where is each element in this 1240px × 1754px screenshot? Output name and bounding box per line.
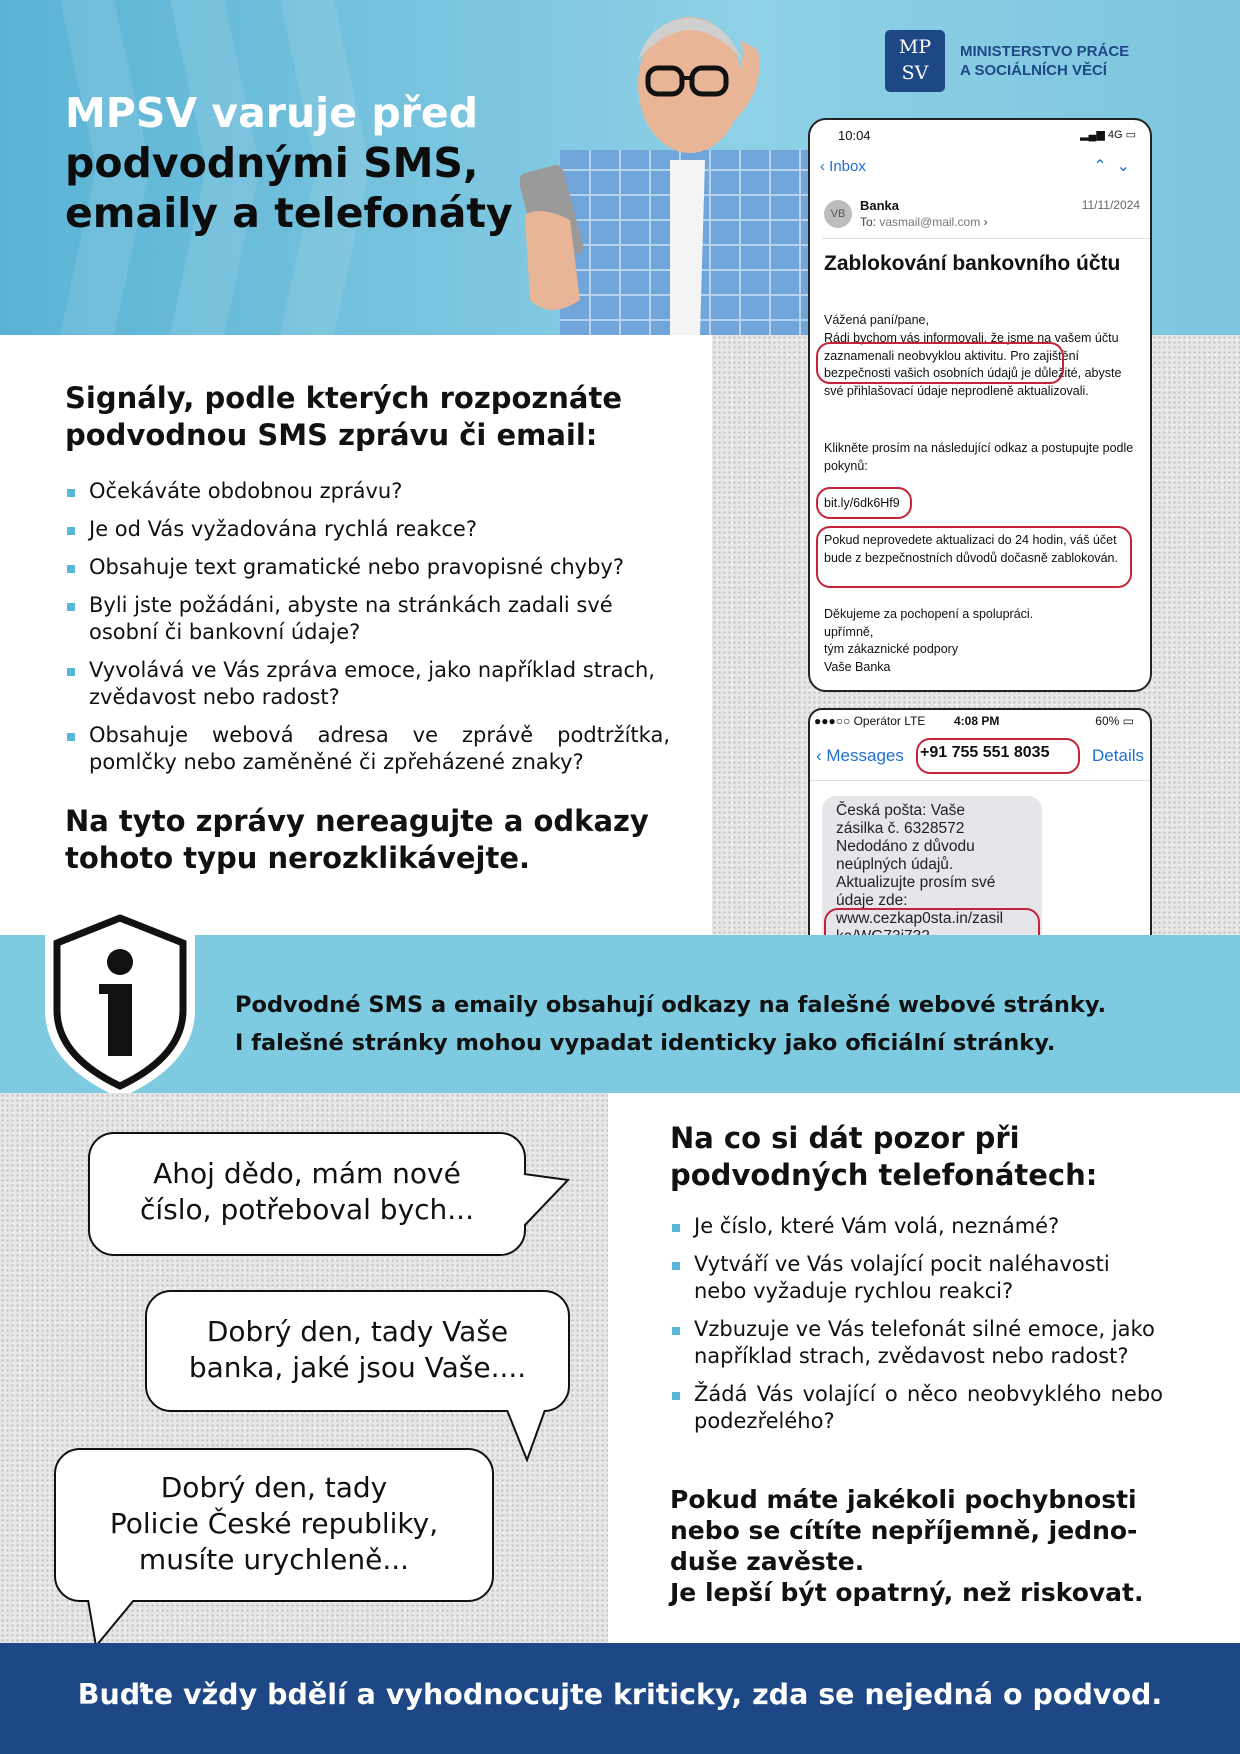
inbox-back-button[interactable]: ‹ Inbox bbox=[820, 158, 866, 175]
highlight-ring bbox=[816, 342, 1064, 384]
email-paragraph: Rádi bychom vás informovali, že jsme na vašem účtu zaznamenali neobvyklou aktivitu. Pro zajištění bezpečnosti vašich osobních údajů je důležité, abyste své přihlašovací údaje neprodleně aktualizovali. bbox=[824, 331, 1122, 398]
calls-list bbox=[670, 1213, 1163, 1446]
list-item: Obsahuje webová adresa ve zprávě podtržítka, pomlčky nebo zaměněné či zpřeházené znaky? bbox=[65, 722, 670, 776]
email-date: 11/11/2024 bbox=[1081, 198, 1140, 212]
list-item: Je od Vás vyžadována rychlá reakce? bbox=[65, 516, 670, 543]
signals-heading: Signály, podle kterých rozpoznáte podvodnou SMS zprávu či email: bbox=[65, 381, 623, 452]
details-button[interactable]: Details bbox=[1092, 746, 1144, 765]
chevron-up-down-icon[interactable]: ⌃⌄ bbox=[1093, 158, 1140, 175]
list-item: Vytváří ve Vás volající pocit naléhavosti nebo vyžaduje rychlou reakci? bbox=[670, 1251, 1163, 1305]
list-item: Je číslo, které Vám volá, neznámé? bbox=[670, 1213, 1163, 1240]
logo-text: MINISTERSTVO PRÁCE A SOCIÁLNÍCH VĚCÍ bbox=[960, 43, 1130, 79]
divider bbox=[822, 238, 1150, 239]
status-bar: ●●●○○ Operátor LTE 4:08 PM 60% ▭ bbox=[814, 714, 1134, 728]
logo-mark: MP SV bbox=[885, 30, 945, 92]
speech-bubble: Dobrý den, tady Vaše banka, jaké jsou Vaše.... bbox=[145, 1290, 570, 1412]
signals-warning: Na tyto zprávy nereagujte a odkazy tohoto typu nerozklikávejte. bbox=[65, 804, 649, 875]
list-item: Očekáváte obdobnou zprávu? bbox=[65, 478, 670, 505]
status-signal: ▂▄▆ 4G ▭ bbox=[1080, 129, 1136, 141]
speech-bubble-tail bbox=[505, 1410, 555, 1462]
calls-warning: Pokud máte jakékoli pochybnosti nebo se cítíte nepříjemně, jedno- duše zavěste. Je lepší být opatrný, než riskovat. bbox=[670, 1485, 1144, 1607]
info-band-text: Podvodné SMS a emaily obsahují odkazy na falešné webové stránky. I falešné stránky mohou vypadat identicky jako oficiální stránky. bbox=[235, 992, 1107, 1056]
list-item: Byli jste požádáni, abyste na stránkách zadali své osobní či bankovní údaje? bbox=[65, 592, 670, 646]
list-item: Žádá Vás volající o něco neobvyklého nebo podezřelého? bbox=[670, 1381, 1163, 1435]
highlight-ring bbox=[816, 487, 912, 519]
list-item: Obsahuje text gramatické nebo pravopisné chyby? bbox=[65, 554, 670, 581]
speech-bubble: Ahoj dědo, mám nové číslo, potřeboval bych... bbox=[88, 1132, 526, 1256]
page-title: MPSV varuje před podvodnými SMS, emaily a telefonáty bbox=[65, 89, 513, 237]
email-subject: Zablokování bankovního účtu bbox=[824, 252, 1121, 275]
speech-bubble-tail bbox=[524, 1172, 570, 1228]
email-link[interactable]: bit.ly/6dk6Hf9 bbox=[824, 496, 900, 510]
info-shield-icon bbox=[35, 900, 205, 1100]
recipient: To: vasmail@mail.com › bbox=[860, 215, 988, 229]
list-item: Vyvolává ve Vás zpráva emoce, jako například strach, zvědavost nebo radost? bbox=[65, 657, 670, 711]
email-paragraph: Klikněte prosím na následující odkaz a postupujte podle pokynů: bbox=[824, 441, 1134, 473]
email-greeting: Vážená paní/pane, bbox=[824, 313, 929, 327]
sender-number: +91 755 551 8035 bbox=[920, 744, 1050, 761]
senior-man-with-phone-illustration bbox=[520, 0, 810, 335]
email-paragraph: Pokud neprovedete aktualizaci do 24 hodin, váš účet bude z bezpečnostních důvodů dočasně zablokován. bbox=[824, 533, 1118, 565]
calls-heading: Na co si dát pozor při podvodných telefonátech: bbox=[670, 1121, 1098, 1192]
footer-text: Buďte vždy bdělí a vyhodnocujte kriticky, zda se nejedná o podvod. bbox=[77, 1678, 1163, 1711]
divider bbox=[810, 780, 1150, 781]
sender-name: Banka bbox=[860, 198, 900, 213]
email-signoff: Děkujeme za pochopení a spolupráci. upřímně, tým zákaznické podpory Vaše Banka bbox=[824, 607, 1034, 674]
sms-message: Česká pošta: Vaše zásilka č. 6328572 Nedodáno z důvodu neúplných údajů. Aktualizujte prosím své údaje zde: www.cezkap0sta.in/zasil bbox=[836, 802, 1004, 927]
ministry-logo bbox=[885, 30, 1155, 94]
status-time: 10:04 bbox=[838, 128, 871, 143]
highlight-ring bbox=[916, 738, 1080, 774]
signals-list bbox=[65, 478, 670, 787]
speech-bubble-tail bbox=[82, 1600, 138, 1648]
highlight-ring bbox=[816, 526, 1132, 588]
messages-back-button[interactable]: ‹ Messages bbox=[816, 746, 904, 765]
speech-bubble: Dobrý den, tady Policie České republiky, musíte urychleně... bbox=[54, 1448, 494, 1602]
list-item: Vzbuzuje ve Vás telefonát silné emoce, jako například strach, zvědavost nebo radost? bbox=[670, 1316, 1163, 1370]
email-phone-mockup bbox=[808, 118, 1152, 692]
avatar: VB bbox=[824, 200, 852, 228]
